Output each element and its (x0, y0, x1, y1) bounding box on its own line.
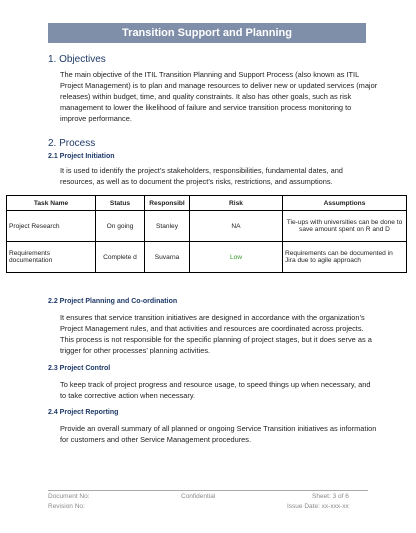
reporting-heading: 2.4 Project Reporting (48, 409, 119, 416)
footer-divider (48, 490, 368, 491)
planning-text: It ensures that service transition initiatives are designed in accordance with the organization’s Project Management rules, and that activities and resources are coordinated across projects. This process is not responsible for the specific planning of project stages, but it does serve as a trigger for other processes’ planning activities. (60, 313, 372, 355)
table-row (7, 242, 407, 273)
table-header-row (7, 196, 407, 211)
objectives-text: The main objective of the ITIL Transition Planning and Support Process (also known as ITIL Project Management) is to plan and manage resources to deliver new or updated services (major releases) within budget, time, and quality constraints. It also has other goals, such as risk management to lower the likelihood of failure and service transition process monitoring to improve performance. (60, 70, 378, 123)
task-table (6, 195, 407, 273)
footer-doc-no: Document No: (48, 493, 90, 500)
initiation-heading: 2.1 Project Initiation (48, 153, 115, 160)
col-status: Status (96, 196, 145, 211)
col-responsible: Responsibl (145, 196, 190, 211)
col-risk: Risk (190, 196, 283, 211)
footer-confidential: Confidential (181, 493, 216, 500)
cell-task: Project Research (7, 211, 96, 242)
cell-responsible: Stanley (145, 211, 190, 242)
cell-responsible: Suvarna (145, 242, 190, 273)
control-text: To keep track of project progress and resource usage, to speed things up when necessary, and to take corrective action when necessary. (60, 380, 371, 400)
footer-sheet: Sheet: 3 of 6 (312, 493, 349, 500)
col-task-name: Task Name (7, 196, 96, 211)
planning-heading: 2.2 Project Planning and Co-ordination (48, 298, 178, 305)
control-heading: 2.3 Project Control (48, 365, 111, 372)
cell-risk: Low (190, 242, 283, 273)
process-heading: 2. Process (48, 138, 96, 149)
cell-assumptions: Tie-ups with universities can be done to save amount spent on R and D (283, 211, 407, 242)
footer-rev-no: Revision No: (48, 503, 85, 510)
page-title: Transition Support and Planning (48, 23, 366, 43)
table-row (7, 211, 407, 242)
cell-risk: NA (190, 211, 283, 242)
reporting-text: Provide an overall summary of all planned or ongoing Service Transition initiatives as information for customers and other Service Management procedures. (60, 424, 377, 444)
footer-issue-date: Issue Date: xx-xxx-xx (287, 503, 349, 510)
col-assumptions: Assumptions (283, 196, 407, 211)
initiation-text: It is used to identify the project’s stakeholders, responsibilities, fundamental dates, and resources, as well as to document the project’s risks, restrictions, and assumptions. (60, 166, 343, 186)
cell-task: Requirements documentation (7, 242, 96, 273)
cell-assumptions: Requirements can be documented in Jira due to agile approach (283, 242, 407, 273)
cell-status: On going (96, 211, 145, 242)
objectives-heading: 1. Objectives (48, 54, 106, 65)
cell-status: Complete d (96, 242, 145, 273)
